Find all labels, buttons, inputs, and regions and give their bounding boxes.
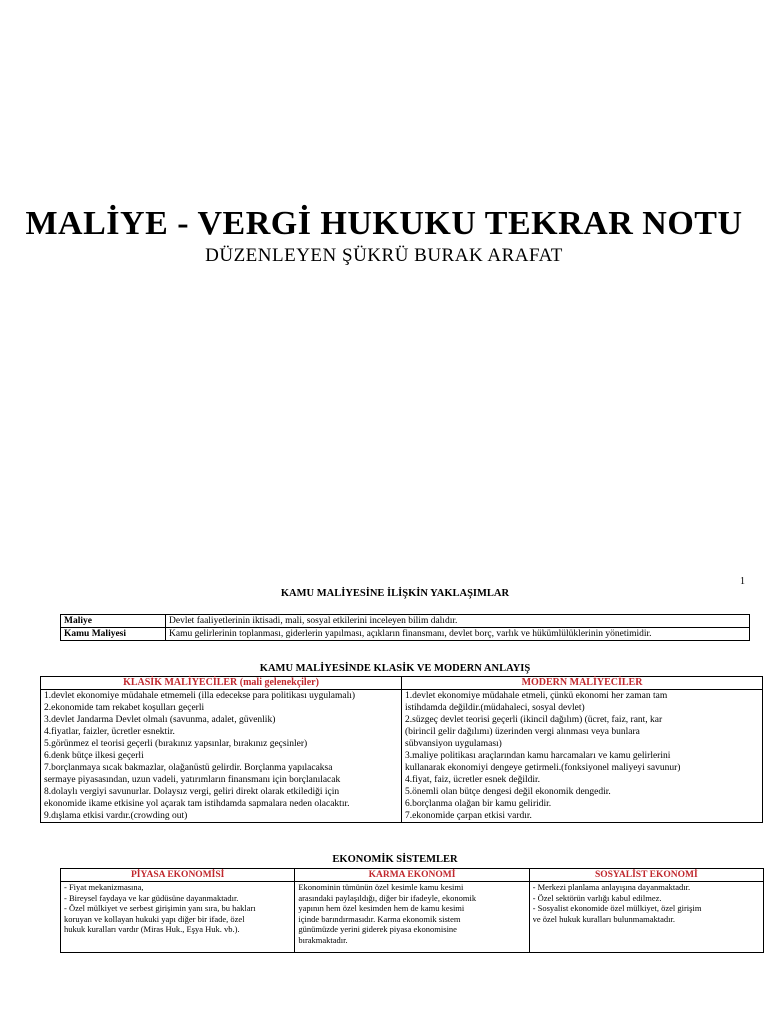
text-line: 1.devlet ekonomiye müdahale etmeli, çünkü ekonomi her zaman tam bbox=[405, 691, 668, 701]
text-line: 8.dolaylı vergiyi savunurlar. Dolaysız vergi, geliri direkt olarak etkilediği için bbox=[44, 787, 340, 797]
text-line: sermaye piyasasından, uzun vadeli, yatırımların finansmanı için borçlanılacak bbox=[44, 775, 341, 785]
text-line: 2.ekonomide tam rekabet koşulları geçerli bbox=[44, 703, 205, 713]
section-heading-classic-modern: KAMU MALİYESİNDE KLASİK VE MODERN ANLAYIŞ bbox=[259, 663, 531, 674]
document-subtitle: DÜZENLEYEN ŞÜKRÜ BURAK ARAFAT bbox=[205, 245, 563, 266]
section-heading-economic-systems: EKONOMİK SİSTEMLER bbox=[332, 854, 458, 865]
text-line: 6.borçlanma olağan bir kamu geliridir. bbox=[405, 799, 552, 809]
table-row bbox=[61, 615, 750, 628]
text-line: - Bireysel faydaya ve kar güdüsüne dayanmaktadır. bbox=[64, 892, 239, 903]
classic-modern-table bbox=[40, 676, 763, 823]
socialist-economy-header: SOSYALİST EKONOMİ bbox=[529, 869, 763, 882]
text-line: ekonomide ikame etkisine yol açarak tam istihdamda sapmalara neden olacaktır. bbox=[44, 799, 350, 809]
section-heading-approaches: KAMU MALİYESİNE İLİŞKİN YAKLAŞIMLAR bbox=[280, 588, 510, 599]
definitions-table bbox=[60, 614, 750, 641]
definition-cell: Kamu gelirlerinin toplanması, giderlerin yapılması, açıkların finansmanı, devlet borç, varlık ve hükümlülüklerinin yönetimidir. bbox=[166, 628, 750, 641]
socialist-economy-cell bbox=[529, 882, 763, 953]
table-row bbox=[41, 690, 763, 823]
text-line: hukuk kuralları vardır (Miras Huk., Eşya Huk. vb.). bbox=[64, 924, 240, 934]
text-line: kullanarak ekonomiyi dengeye getirmeli.(fonksiyonel maliyeyi savunur) bbox=[405, 763, 681, 773]
economic-systems-table bbox=[60, 868, 764, 953]
text-line: - Özel mülkiyet ve serbest girişimin yanı sıra, bu hakları bbox=[64, 903, 256, 913]
text-line: koruyan ve kollayan hukuki yapı diğer bir ifade, özel bbox=[64, 913, 245, 924]
text-line: bırakmaktadır. bbox=[298, 934, 348, 945]
modern-cell bbox=[402, 690, 763, 823]
market-economy-header: PİYASA EKONOMİSİ bbox=[61, 869, 295, 882]
mixed-economy-cell bbox=[295, 882, 529, 953]
text-line: 3.maliye politikası araçlarından kamu harcamaları ve kamu gelirlerini bbox=[405, 751, 671, 761]
text-line: (birincil gelir dağılımı) üzerinden vergi alınması veya bunlara bbox=[405, 727, 640, 737]
text-line: ve özel hukuk kuralları bulunmamaktadır. bbox=[532, 913, 675, 924]
text-line: 6.denk bütçe ilkesi geçerli bbox=[44, 751, 144, 761]
text-line: 1.devlet ekonomiye müdahale etmemeli (illa edecekse para politikası uygulamalı) bbox=[44, 691, 356, 701]
classic-header: KLASİK MALİYECİLER (mali gelenekçiler) bbox=[41, 677, 402, 690]
modern-header: MODERN MALİYECİLER bbox=[402, 677, 763, 690]
table-row bbox=[61, 628, 750, 641]
table-header-row bbox=[61, 869, 764, 882]
table-row bbox=[61, 882, 764, 953]
text-line: 5.görünmez el teorisi geçerli (bırakınız yapsınlar, bırakınız geçsinler) bbox=[44, 739, 308, 749]
text-line: sübvansiyon uygulaması) bbox=[405, 739, 502, 749]
text-line: 5.önemli olan bütçe dengesi değil ekonomik dengedir. bbox=[405, 787, 611, 797]
text-line: 4.fiyatlar, faizler, ücretler esnektir. bbox=[44, 727, 175, 737]
text-line: - Sosyalist ekonomide özel mülkiyet, özel girişim bbox=[532, 903, 702, 913]
classic-cell bbox=[41, 690, 402, 823]
term-cell: Kamu Maliyesi bbox=[61, 628, 166, 641]
text-line: 2.süzgeç devlet teorisi geçerli (ikincil dağılım) (ücret, faiz, rant, kar bbox=[405, 715, 663, 725]
text-line: arasındaki paylaşıldığı, diğer bir ifadeyle, ekonomik bbox=[298, 892, 477, 903]
text-line: yapının hem özel kesimden hem de kamu kesimi bbox=[298, 903, 465, 913]
text-line: Ekonominin tümünün özel kesimle kamu kesimi bbox=[298, 882, 464, 892]
text-line: 3.devlet Jandarma Devlet olmalı (savunma, adalet, güvenlik) bbox=[44, 715, 276, 725]
definition-cell: Devlet faaliyetlerinin iktisadi, mali, sosyal etkilerini inceleyen bilim dalıdır. bbox=[166, 615, 750, 628]
mixed-economy-header: KARMA EKONOMİ bbox=[295, 869, 529, 882]
page-number: 1 bbox=[740, 576, 745, 587]
text-line: 7.ekonomide çarpan etkisi vardır. bbox=[405, 811, 532, 821]
text-line: 9.dışlama etkisi vardır.(crowding out) bbox=[44, 811, 188, 821]
text-line: günümüzde yerini giderek piyasa ekonomisine bbox=[298, 924, 457, 934]
term-cell: Maliye bbox=[61, 615, 166, 628]
text-line: - Özel sektörün varlığı kabul edilmez. bbox=[532, 892, 662, 903]
text-line: içinde barındırmasıdır. Karma ekonomik sistem bbox=[298, 913, 461, 924]
text-line: - Fiyat mekanizmasına, bbox=[64, 882, 144, 892]
text-line: - Merkezi planlama anlayışına dayanmaktadır. bbox=[532, 882, 691, 892]
text-line: 4.fiyat, faiz, ücretler esnek değildir. bbox=[405, 775, 541, 785]
document-title: MALİYE - VERGİ HUKUKU TEKRAR NOTU bbox=[25, 205, 743, 242]
table-header-row bbox=[41, 677, 763, 690]
text-line: 7.borçlanmaya sıcak bakmazlar, olağanüstü gelirdir. Borçlanma yapılacaksa bbox=[44, 763, 333, 773]
text-line: istihdamda değildir.(müdahaleci, sosyal devlet) bbox=[405, 703, 585, 713]
market-economy-cell bbox=[61, 882, 295, 953]
